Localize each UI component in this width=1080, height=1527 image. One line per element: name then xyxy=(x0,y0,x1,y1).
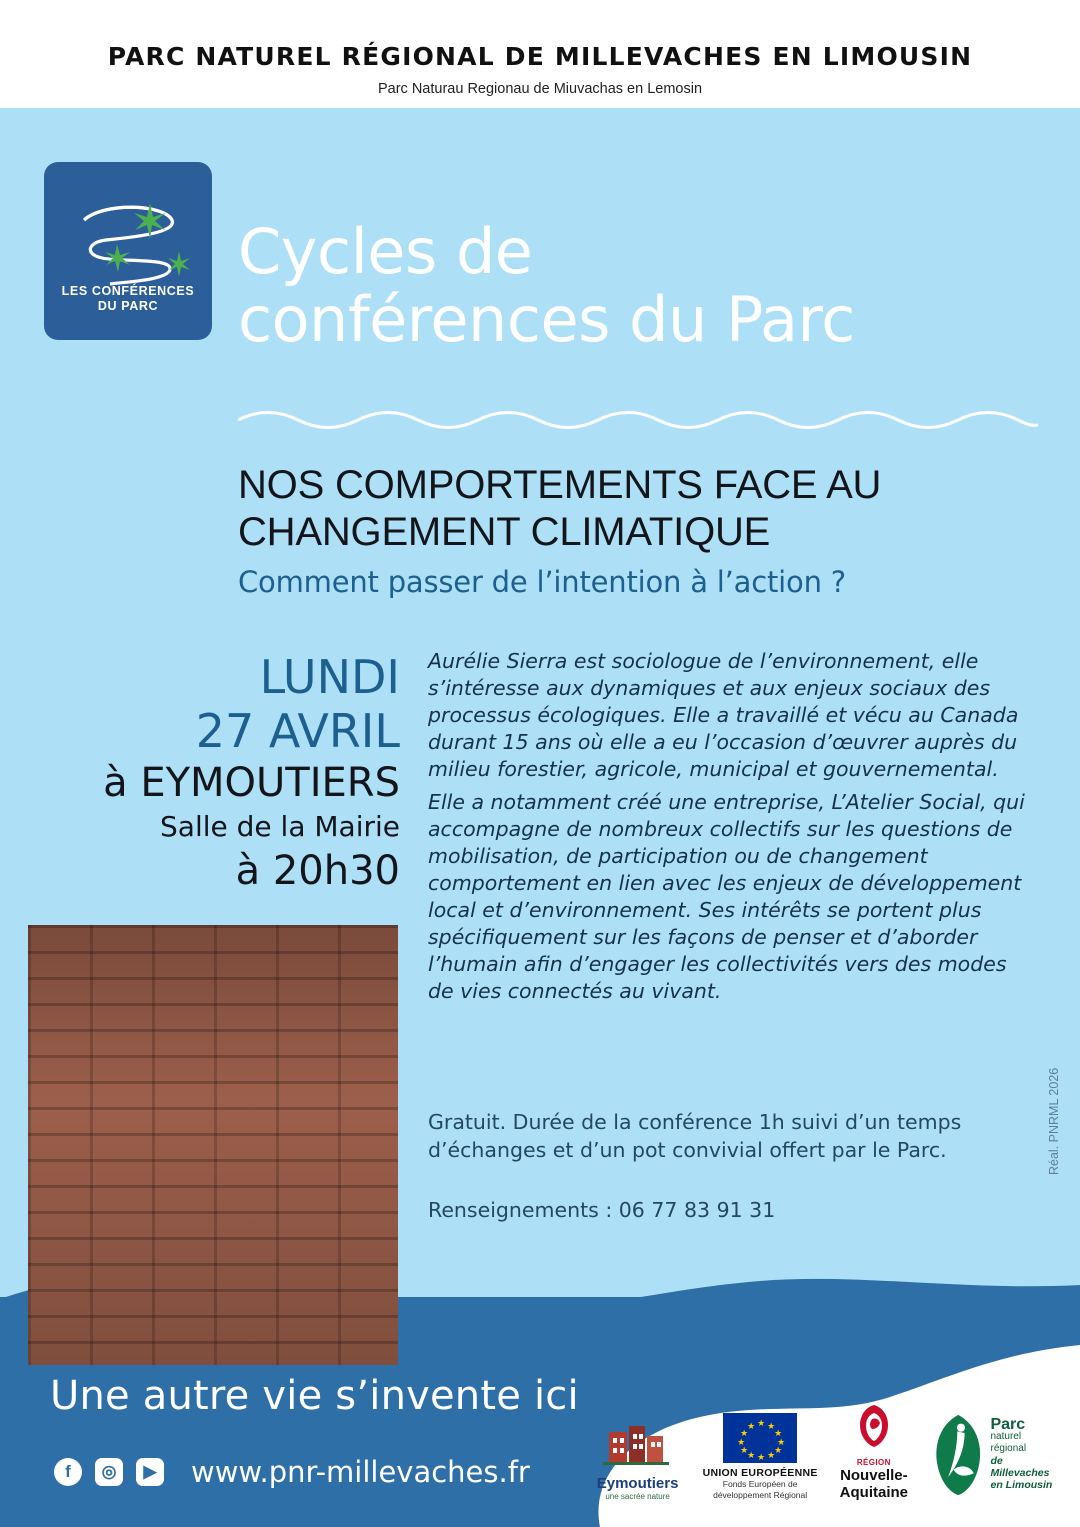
subject-line1: NOS COMPORTEMENTS FACE AU xyxy=(238,463,882,507)
event-venue: Salle de la Mairie xyxy=(160,810,400,843)
practical-info-text: Gratuit. Durée de la conférence 1h suivi d’un temps d’échanges et d’un pot convivial offert par le Parc. xyxy=(428,1110,962,1162)
event-place: à EYMOUTIERS xyxy=(103,760,400,806)
region-nouvelle-aquitaine-logo xyxy=(840,1399,908,1501)
subject-line2: CHANGEMENT CLIMATIQUE xyxy=(238,510,771,554)
organisation-title: PARC NATUREL RÉGIONAL DE MILLEVACHES EN LIMOUSIN xyxy=(107,42,973,71)
photo-shading xyxy=(28,925,398,1365)
organisation-subtitle: Parc Naturau Regionau de Miuvachas en Lemosin xyxy=(377,81,703,97)
pnr-line5: en Limousin xyxy=(990,1479,1053,1491)
logo-caption-line1: LES CONFÉRENCES xyxy=(61,284,195,298)
eu-subtitle-line2: développement Régional xyxy=(713,1490,808,1500)
logo-caption-line2: DU PARC xyxy=(97,299,159,313)
pnr-line3: régional xyxy=(990,1443,1027,1454)
region-name-line1: Nouvelle- xyxy=(840,1467,908,1484)
region-name-line2: Aquitaine xyxy=(839,1484,908,1501)
event-details xyxy=(30,650,400,896)
pnr-text-block xyxy=(990,1416,1058,1491)
lion-icon xyxy=(846,1399,902,1453)
instagram-icon[interactable]: ◎ xyxy=(95,1458,123,1486)
event-time: à 20h30 xyxy=(235,848,400,894)
bio-paragraph-2: Elle a notamment créé une entreprise, L’Atelier Social, qui accompagne de nombreux collectifs sur les questions de mobilisation, de participation ou de changement comportement en lien avec les enjeux de développement local et d’environnement. Ses intérêts se portent plus spécifiquement sur les façons de penser et d’aborder l’humain afin d’engager les collectivités vers des modes de vies connectés au vivant. xyxy=(428,790,1025,1003)
practical-info xyxy=(428,1108,1028,1224)
facebook-icon[interactable]: f xyxy=(54,1458,82,1486)
eymoutiers-logo xyxy=(595,1422,681,1501)
website-url[interactable]: www.pnr-millevaches.fr xyxy=(191,1455,530,1489)
pnr-millevaches-logo xyxy=(930,1409,1058,1501)
subject-question: Comment passer de l’intention à l’action ? xyxy=(238,565,846,599)
page-title xyxy=(238,215,1038,356)
poster-header xyxy=(0,0,1080,118)
union-europeenne-logo xyxy=(703,1413,818,1501)
eymoutiers-mark-icon xyxy=(595,1422,681,1470)
eymoutiers-tagline: une sacrée nature xyxy=(605,1492,670,1501)
logo-caption xyxy=(44,284,212,314)
conferences-logo xyxy=(44,162,212,340)
event-date: 27 AVRIL xyxy=(195,704,400,758)
pnr-line4: de Millevaches xyxy=(990,1455,1050,1479)
credit-line: Réal. PNRML 2026 xyxy=(1047,1067,1061,1175)
pnr-leaf-icon xyxy=(930,1409,986,1501)
youtube-icon[interactable]: ▶ xyxy=(136,1458,164,1486)
page-title-line2: conférences du Parc xyxy=(238,283,855,356)
eu-flag-icon: ★ ★ ★ ★ ★ ★ ★ ★ ★ ★ ★ ★ xyxy=(723,1413,797,1463)
eymoutiers-name: Eymoutiers xyxy=(596,1475,679,1492)
eu-subtitle-line1: Fonds Européen de xyxy=(722,1479,798,1489)
page-title-line1: Cycles de xyxy=(238,215,533,288)
bio-paragraph-1: Aurélie Sierra est sociologue de l’environnement, elle s’intéresse aux dynamiques et aux enjeux sociaux des processus écologiques. Elle a travaillé et vécu au Canada durant 15 ans où elle a eu l’occasion d’œuvrer auprès du milieu forestier, agricole, municipal et gouvernemental. xyxy=(428,649,1019,781)
speaker-bio xyxy=(428,648,1038,1007)
pnr-line2: naturel xyxy=(990,1431,1022,1442)
conference-subject xyxy=(238,462,1038,599)
slogan: Une autre vie s’invente ici xyxy=(50,1373,579,1419)
eu-title: UNION EUROPÉENNE xyxy=(702,1467,818,1479)
social-links[interactable] xyxy=(54,1455,530,1489)
partner-logos xyxy=(595,1399,1058,1501)
event-day: LUNDI xyxy=(259,650,400,704)
wavy-separator xyxy=(238,408,1038,430)
speaker-photo xyxy=(28,925,398,1365)
pnr-line1: Parc xyxy=(990,1416,1026,1433)
region-label: RÉGION xyxy=(856,1458,891,1467)
contact-phone: Renseignements : 06 77 83 91 31 xyxy=(428,1198,776,1222)
